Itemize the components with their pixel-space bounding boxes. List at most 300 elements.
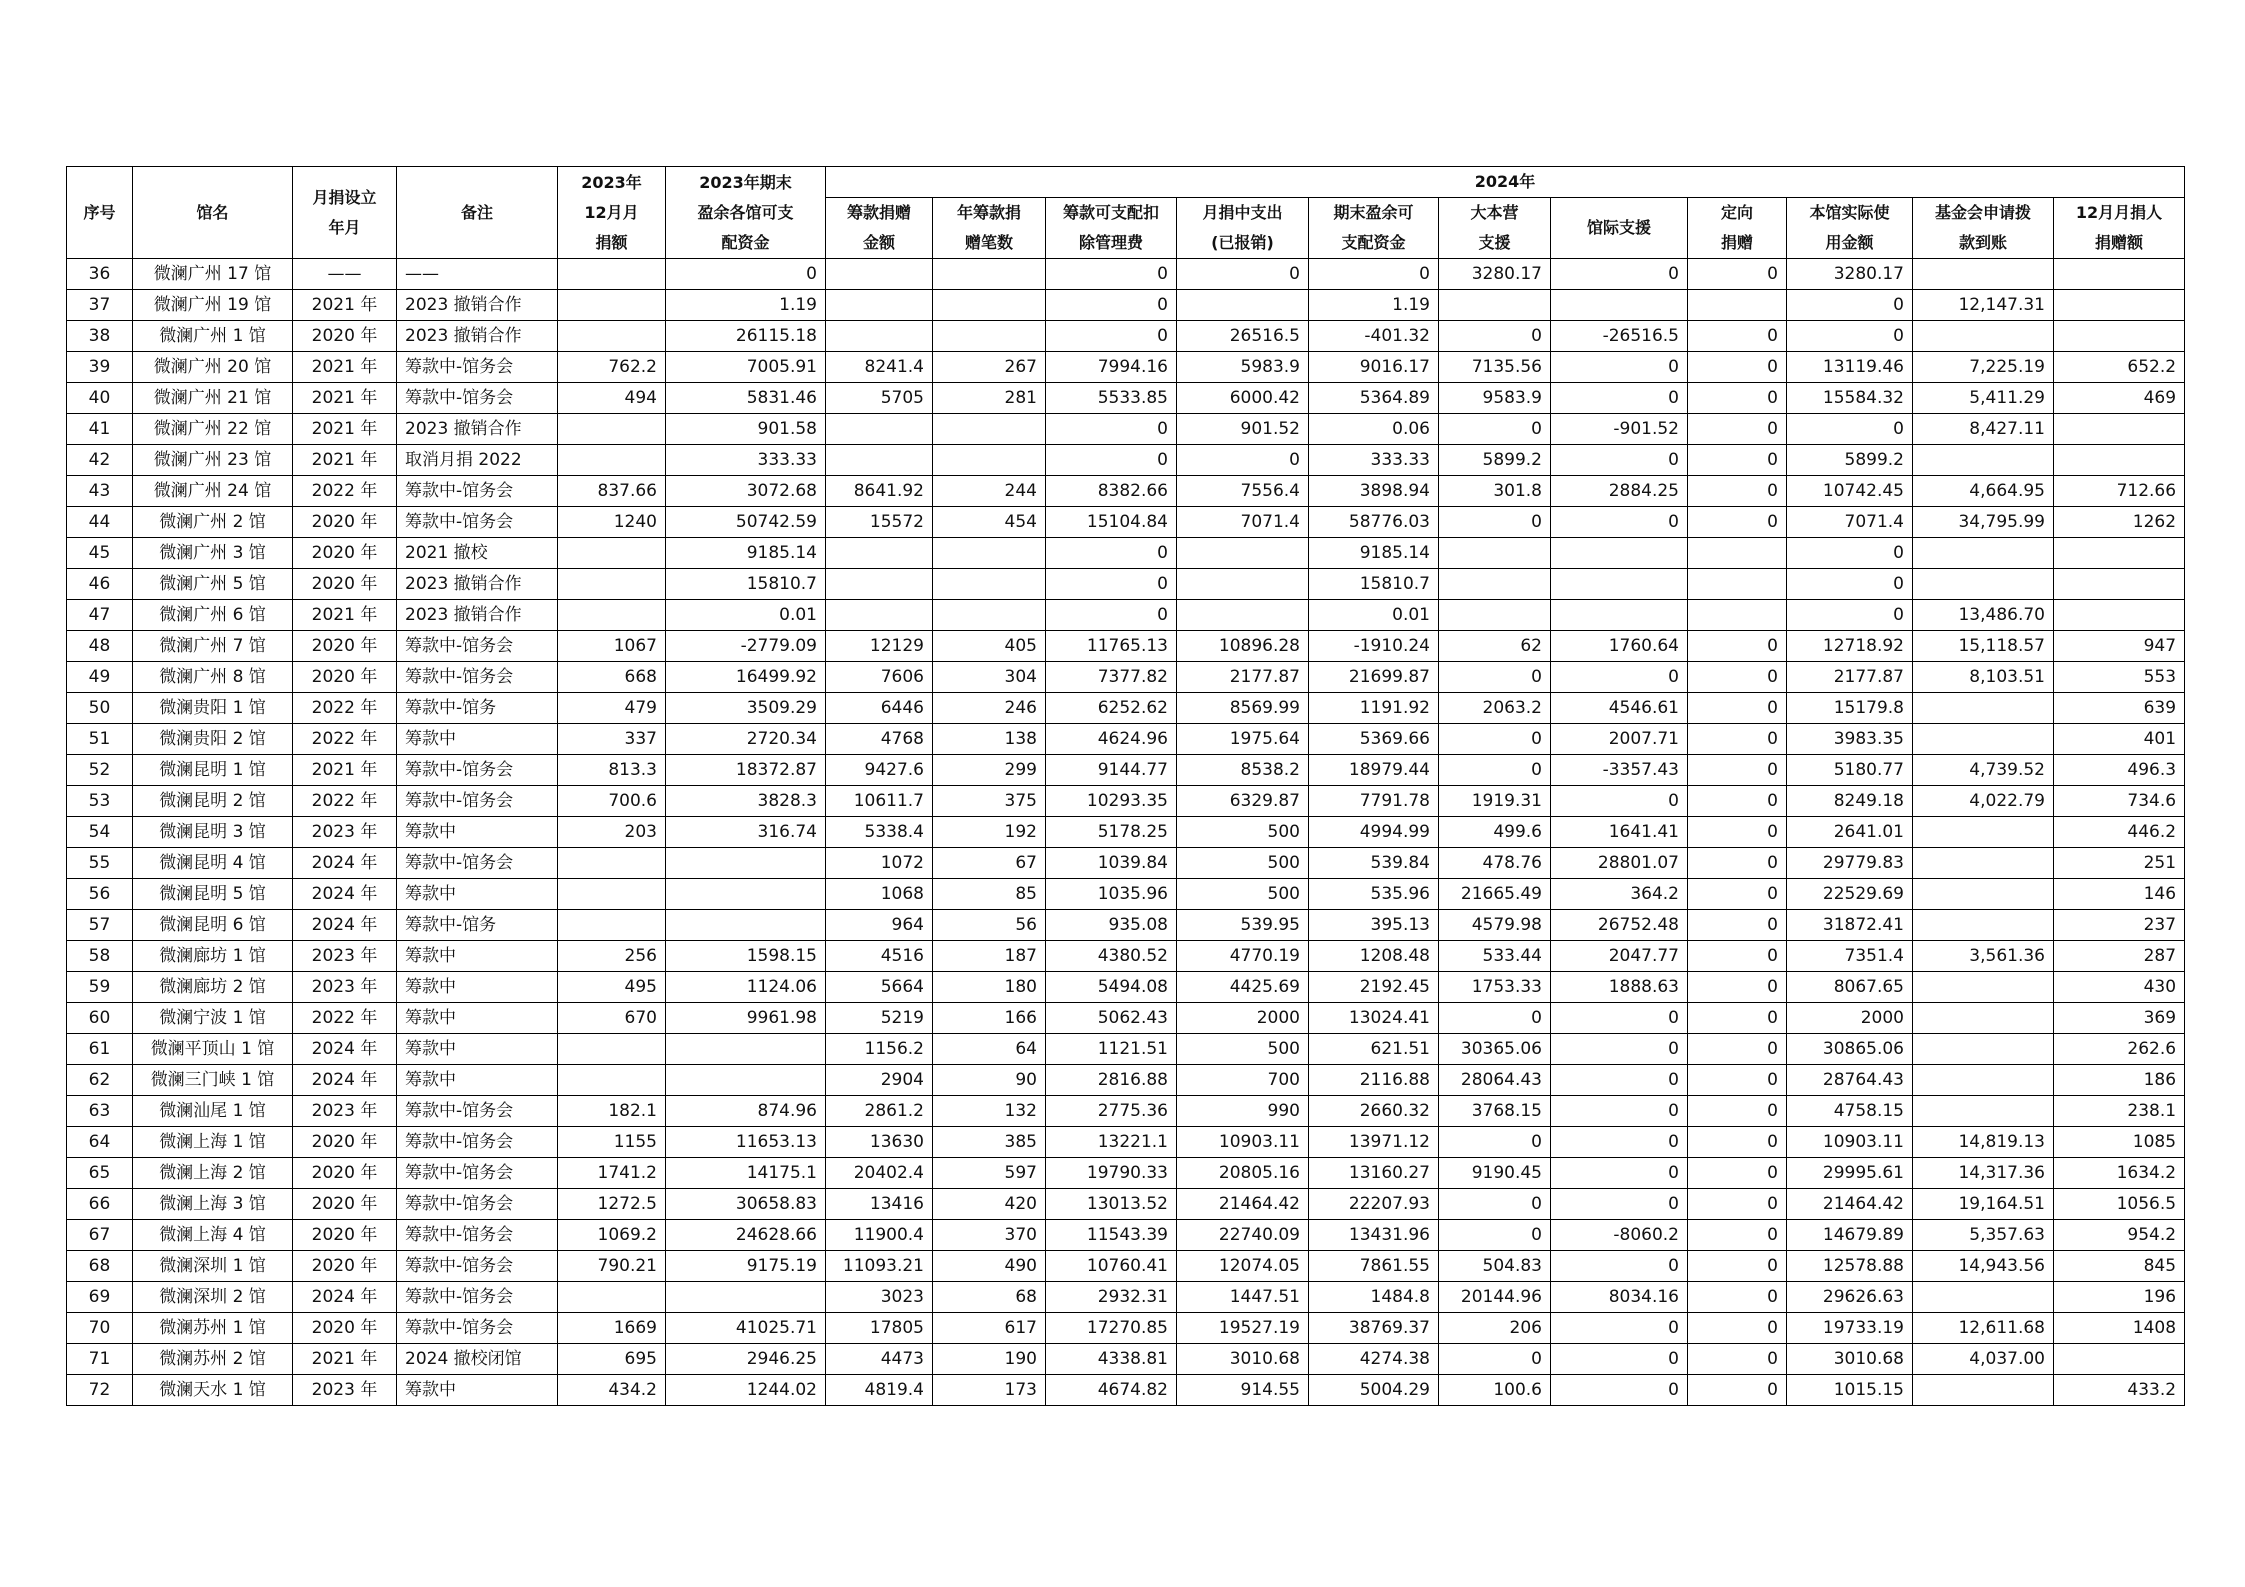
table-cell: 57 (67, 910, 133, 941)
table-cell: 1244.02 (666, 1375, 826, 1406)
table-cell: 微澜昆明 5 馆 (133, 879, 293, 910)
table-cell: 0 (1688, 1034, 1787, 1065)
table-cell: 446.2 (2054, 817, 2185, 848)
table-cell (2054, 259, 2185, 290)
table-cell: 281 (933, 383, 1046, 414)
table-cell (666, 1034, 826, 1065)
table-cell: 68 (67, 1251, 133, 1282)
table-cell: 4,022.79 (1913, 786, 2054, 817)
table-cell: 964 (826, 910, 933, 941)
table-cell: 0 (1309, 259, 1439, 290)
table-cell: 46 (67, 569, 133, 600)
table-cell: 微澜广州 22 馆 (133, 414, 293, 445)
table-row (67, 755, 2185, 786)
table-cell: 3509.29 (666, 693, 826, 724)
table-cell: 0 (1439, 662, 1551, 693)
table-cell: 2024 年 (293, 879, 397, 910)
table-cell: 2024 年 (293, 1282, 397, 1313)
table-cell: 56 (67, 879, 133, 910)
table-cell: 533.44 (1439, 941, 1551, 972)
table-cell (1913, 569, 2054, 600)
table-cell: 187 (933, 941, 1046, 972)
table-cell: 筹款中 (397, 879, 558, 910)
table-cell: 0 (1551, 1127, 1688, 1158)
table-cell: 5983.9 (1177, 352, 1309, 383)
table-cell (558, 414, 666, 445)
table-cell: 37 (67, 290, 133, 321)
table-cell: 47 (67, 600, 133, 631)
table-cell: 筹款中-馆务会 (397, 476, 558, 507)
table-cell (558, 600, 666, 631)
header-2024-col-9: 基金会申请拨款到账 (1913, 198, 2054, 259)
table-cell (1688, 569, 1787, 600)
table-cell: 0 (1688, 1282, 1787, 1313)
table-cell: 5664 (826, 972, 933, 1003)
table-cell: 1888.63 (1551, 972, 1688, 1003)
table-cell: 7606 (826, 662, 933, 693)
table-cell: 29779.83 (1787, 848, 1913, 879)
table-cell: 2024 年 (293, 1034, 397, 1065)
table-cell: 206 (1439, 1313, 1551, 1344)
table-cell: 6446 (826, 693, 933, 724)
table-cell: 762.2 (558, 352, 666, 383)
table-body (67, 259, 2185, 1406)
table-cell: 45 (67, 538, 133, 569)
table-cell: 0 (1551, 259, 1688, 290)
table-row (67, 910, 2185, 941)
table-cell: 10903.11 (1177, 1127, 1309, 1158)
table-cell: 4624.96 (1046, 724, 1177, 755)
table-cell: 6252.62 (1046, 693, 1177, 724)
table-cell: 496.3 (2054, 755, 2185, 786)
table-cell: 3768.15 (1439, 1096, 1551, 1127)
table-cell: 63 (67, 1096, 133, 1127)
table-cell: 微澜汕尾 1 馆 (133, 1096, 293, 1127)
table-cell: 0 (1551, 1096, 1688, 1127)
table-cell: 9185.14 (666, 538, 826, 569)
table-cell: 8,427.11 (1913, 414, 2054, 445)
table-cell: 490 (933, 1251, 1046, 1282)
table-cell: 68 (933, 1282, 1046, 1313)
table-row (67, 414, 2185, 445)
table-row (67, 848, 2185, 879)
table-cell: 375 (933, 786, 1046, 817)
table-cell: 10896.28 (1177, 631, 1309, 662)
table-cell: 2641.01 (1787, 817, 1913, 848)
table-cell: 微澜上海 1 馆 (133, 1127, 293, 1158)
table-cell: -3357.43 (1551, 755, 1688, 786)
table-cell: 504.83 (1439, 1251, 1551, 1282)
table-cell: 2023 撤销合作 (397, 569, 558, 600)
table-cell: 1.19 (1309, 290, 1439, 321)
table-cell: 2020 年 (293, 1251, 397, 1282)
table-cell: 31872.41 (1787, 910, 1913, 941)
table-cell: 微澜深圳 2 馆 (133, 1282, 293, 1313)
table-cell: 0 (1688, 1220, 1787, 1251)
table-cell: 5533.85 (1046, 383, 1177, 414)
table-cell: 385 (933, 1127, 1046, 1158)
table-cell (1688, 290, 1787, 321)
table-cell: 90 (933, 1065, 1046, 1096)
table-cell: 筹款中 (397, 817, 558, 848)
table-cell: 494 (558, 383, 666, 414)
table-cell: 935.08 (1046, 910, 1177, 941)
table-cell: 30365.06 (1439, 1034, 1551, 1065)
table-cell: 0 (1046, 321, 1177, 352)
table-cell: 4338.81 (1046, 1344, 1177, 1375)
table-cell: 0 (1688, 321, 1787, 352)
table-cell: 19790.33 (1046, 1158, 1177, 1189)
table-cell: 41025.71 (666, 1313, 826, 1344)
table-cell: 13160.27 (1309, 1158, 1439, 1189)
table-cell: 7861.55 (1309, 1251, 1439, 1282)
table-cell: 13221.1 (1046, 1127, 1177, 1158)
table-cell: 4,664.95 (1913, 476, 2054, 507)
table-cell: 0 (1046, 414, 1177, 445)
table-cell: 1240 (558, 507, 666, 538)
table-cell: -26516.5 (1551, 321, 1688, 352)
table-cell: 70 (67, 1313, 133, 1344)
table-cell: 0 (1688, 1251, 1787, 1282)
table-cell: 微澜广州 3 馆 (133, 538, 293, 569)
table-cell (933, 290, 1046, 321)
table-cell: 0 (1688, 1344, 1787, 1375)
table-cell: 71 (67, 1344, 133, 1375)
table-row (67, 600, 2185, 631)
table-cell: 筹款中-馆务会 (397, 1127, 558, 1158)
table-row (67, 1251, 2185, 1282)
table-cell: 639 (2054, 693, 2185, 724)
table-cell: 1121.51 (1046, 1034, 1177, 1065)
table-cell: 9190.45 (1439, 1158, 1551, 1189)
table-cell (2054, 600, 2185, 631)
table-cell (826, 445, 933, 476)
table-cell (1913, 848, 2054, 879)
table-cell: 4546.61 (1551, 693, 1688, 724)
table-cell: 0 (1046, 600, 1177, 631)
table-cell: 1191.92 (1309, 693, 1439, 724)
table-cell: 597 (933, 1158, 1046, 1189)
table-cell: 4819.4 (826, 1375, 933, 1406)
table-cell: 微澜广州 20 馆 (133, 352, 293, 383)
table-cell: 6000.42 (1177, 383, 1309, 414)
table-cell: 901.58 (666, 414, 826, 445)
table-cell: 0 (1551, 507, 1688, 538)
table-cell: 30658.83 (666, 1189, 826, 1220)
table-cell (558, 848, 666, 879)
table-cell: 1919.31 (1439, 786, 1551, 817)
table-cell: -1910.24 (1309, 631, 1439, 662)
table-cell: 10611.7 (826, 786, 933, 817)
table-cell: 2022 年 (293, 724, 397, 755)
table-cell: 0 (1787, 321, 1913, 352)
table-cell (1913, 1065, 2054, 1096)
table-cell: 2021 年 (293, 352, 397, 383)
table-cell: 299 (933, 755, 1046, 786)
table-cell (2054, 569, 2185, 600)
table-cell: 2023 撤销合作 (397, 414, 558, 445)
table-cell: 0.01 (666, 600, 826, 631)
table-cell: 38769.37 (1309, 1313, 1439, 1344)
table-cell: 58776.03 (1309, 507, 1439, 538)
table-cell: 652.2 (2054, 352, 2185, 383)
table-cell: 1669 (558, 1313, 666, 1344)
table-cell: 670 (558, 1003, 666, 1034)
table-cell: 2021 年 (293, 1344, 397, 1375)
table-cell: 14,317.36 (1913, 1158, 2054, 1189)
table-cell: 1035.96 (1046, 879, 1177, 910)
table-cell: 1015.15 (1787, 1375, 1913, 1406)
table-cell: 9144.77 (1046, 755, 1177, 786)
table-row (67, 352, 2185, 383)
table-cell: 50742.59 (666, 507, 826, 538)
table-cell (666, 879, 826, 910)
table-cell: 0 (1688, 848, 1787, 879)
table-cell: 0 (1688, 1375, 1787, 1406)
table-cell: 2720.34 (666, 724, 826, 755)
table-cell (1913, 1003, 2054, 1034)
table-cell: 38 (67, 321, 133, 352)
table-cell: 244 (933, 476, 1046, 507)
table-cell: 微澜昆明 6 馆 (133, 910, 293, 941)
table-row (67, 1065, 2185, 1096)
table-cell: 3828.3 (666, 786, 826, 817)
table-cell: 13119.46 (1787, 352, 1913, 383)
table-cell (933, 321, 1046, 352)
table-cell: 700.6 (558, 786, 666, 817)
table-cell: 0 (1688, 259, 1787, 290)
table-cell (1177, 569, 1309, 600)
table-cell: 1634.2 (2054, 1158, 2185, 1189)
table-cell: 12,611.68 (1913, 1313, 2054, 1344)
table-cell: 469 (2054, 383, 2185, 414)
table-cell: 2024 年 (293, 910, 397, 941)
table-cell: 192 (933, 817, 1046, 848)
table-row (67, 1282, 2185, 1313)
table-cell: 19,164.51 (1913, 1189, 2054, 1220)
table-cell: 1085 (2054, 1127, 2185, 1158)
table-cell: 2884.25 (1551, 476, 1688, 507)
table-cell: 18372.87 (666, 755, 826, 786)
table-cell: 180 (933, 972, 1046, 1003)
table-cell (1913, 693, 2054, 724)
table-cell: 13431.96 (1309, 1220, 1439, 1251)
table-cell: 4768 (826, 724, 933, 755)
table-cell: 6329.87 (1177, 786, 1309, 817)
table-cell: 12,147.31 (1913, 290, 2054, 321)
table-row (67, 786, 2185, 817)
table-cell (826, 259, 933, 290)
table-cell: 61 (67, 1034, 133, 1065)
table-cell: 837.66 (558, 476, 666, 507)
table-cell: 微澜广州 24 馆 (133, 476, 293, 507)
table-cell: 9016.17 (1309, 352, 1439, 383)
table-cell: 954.2 (2054, 1220, 2185, 1251)
table-cell (1439, 290, 1551, 321)
table-cell: 0 (1688, 1127, 1787, 1158)
table-cell: 0 (1688, 1065, 1787, 1096)
table-cell: 40 (67, 383, 133, 414)
table-cell (2054, 1344, 2185, 1375)
table-cell: 0 (1439, 1344, 1551, 1375)
table-cell: 筹款中-馆务会 (397, 1189, 558, 1220)
table-cell: 微澜昆明 1 馆 (133, 755, 293, 786)
table-cell: 3280.17 (1439, 259, 1551, 290)
table-cell: 2177.87 (1787, 662, 1913, 693)
table-cell: 0 (1688, 972, 1787, 1003)
table-cell: 0 (1439, 1003, 1551, 1034)
table-cell: 9185.14 (1309, 538, 1439, 569)
table-cell: 0 (1046, 259, 1177, 290)
table-cell: 2192.45 (1309, 972, 1439, 1003)
table-row (67, 290, 2185, 321)
table-cell: 4425.69 (1177, 972, 1309, 1003)
table-cell: 2932.31 (1046, 1282, 1177, 1313)
table-cell: 173 (933, 1375, 1046, 1406)
table-cell: 182.1 (558, 1096, 666, 1127)
table-cell (933, 600, 1046, 631)
table-cell (933, 538, 1046, 569)
table-cell: 790.21 (558, 1251, 666, 1282)
table-row (67, 1003, 2185, 1034)
table-cell: 7071.4 (1177, 507, 1309, 538)
table-cell: 筹款中 (397, 1003, 558, 1034)
table-cell: 2023 撤销合作 (397, 600, 558, 631)
table-cell: 2022 年 (293, 1003, 397, 1034)
table-cell: 22207.93 (1309, 1189, 1439, 1220)
table-cell: -401.32 (1309, 321, 1439, 352)
table-cell: 筹款中-馆务会 (397, 755, 558, 786)
table-cell: 11653.13 (666, 1127, 826, 1158)
table-cell: 5,357.63 (1913, 1220, 2054, 1251)
table-cell: 微澜广州 23 馆 (133, 445, 293, 476)
table-cell (1439, 569, 1551, 600)
table-cell: 0 (1551, 383, 1688, 414)
table-cell: 5364.89 (1309, 383, 1439, 414)
header-seq: 序号 (67, 167, 133, 259)
header-2024-col-6: 馆际支援 (1551, 198, 1688, 259)
table-cell (1439, 538, 1551, 569)
table-cell: 499.6 (1439, 817, 1551, 848)
table-cell: 筹款中-馆务会 (397, 1096, 558, 1127)
table-cell: 85 (933, 879, 1046, 910)
table-cell (2054, 414, 2185, 445)
table-cell: 3280.17 (1787, 259, 1913, 290)
table-cell: 1056.5 (2054, 1189, 2185, 1220)
table-cell: 7994.16 (1046, 352, 1177, 383)
table-row (67, 383, 2185, 414)
table-cell: 454 (933, 507, 1046, 538)
table-cell: 30865.06 (1787, 1034, 1913, 1065)
table-cell: 7377.82 (1046, 662, 1177, 693)
donation-table (66, 166, 2185, 1406)
table-cell: 5899.2 (1439, 445, 1551, 476)
table-cell: 0 (1787, 290, 1913, 321)
table-cell: 2023 撤销合作 (397, 321, 558, 352)
table-cell: 0 (1551, 352, 1688, 383)
table-cell: 1069.2 (558, 1220, 666, 1251)
table-cell: 500 (1177, 848, 1309, 879)
table-cell: 微澜广州 6 馆 (133, 600, 293, 631)
table-cell: 8067.65 (1787, 972, 1913, 1003)
table-cell: 14175.1 (666, 1158, 826, 1189)
table-cell: 微澜苏州 2 馆 (133, 1344, 293, 1375)
table-cell: 2023 撤销合作 (397, 290, 558, 321)
table-cell: 1975.64 (1177, 724, 1309, 755)
table-cell: 2020 年 (293, 507, 397, 538)
table-cell (1551, 290, 1688, 321)
table-cell: 500 (1177, 879, 1309, 910)
table-cell: 734.6 (2054, 786, 2185, 817)
table-cell: 43 (67, 476, 133, 507)
header-2024-col-4: 期末盈余可支配资金 (1309, 198, 1439, 259)
table-cell: 2177.87 (1177, 662, 1309, 693)
table-cell: 1447.51 (1177, 1282, 1309, 1313)
table-cell: 0 (1046, 569, 1177, 600)
table-cell: -8060.2 (1551, 1220, 1688, 1251)
table-cell: 筹款中-馆务会 (397, 1313, 558, 1344)
table-cell (1913, 259, 2054, 290)
table-cell: 72 (67, 1375, 133, 1406)
table-cell: 微澜广州 19 馆 (133, 290, 293, 321)
table-cell: 196 (2054, 1282, 2185, 1313)
table-cell: 2775.36 (1046, 1096, 1177, 1127)
table-cell: 筹款中-馆务会 (397, 1251, 558, 1282)
table-cell: 微澜贵阳 1 馆 (133, 693, 293, 724)
table-cell: 0 (1177, 259, 1309, 290)
table-row (67, 507, 2185, 538)
table-cell: 58 (67, 941, 133, 972)
table-cell (666, 1065, 826, 1096)
table-cell: 621.51 (1309, 1034, 1439, 1065)
table-cell: 60 (67, 1003, 133, 1034)
table-cell: 0 (1439, 321, 1551, 352)
table-cell: 0 (1551, 786, 1688, 817)
table-cell: 0 (666, 259, 826, 290)
table-cell: 0 (1551, 1003, 1688, 1034)
table-cell (1551, 538, 1688, 569)
table-cell: 1408 (2054, 1313, 2185, 1344)
table-cell (558, 538, 666, 569)
table-cell: 2023 年 (293, 1375, 397, 1406)
table-cell (826, 569, 933, 600)
table-cell: 2022 年 (293, 476, 397, 507)
table-cell (826, 600, 933, 631)
table-cell (558, 1282, 666, 1313)
table-cell: 5178.25 (1046, 817, 1177, 848)
table-cell: 取消月捐 2022 (397, 445, 558, 476)
table-cell: 2861.2 (826, 1096, 933, 1127)
table-cell: 8538.2 (1177, 755, 1309, 786)
table-cell: 1.19 (666, 290, 826, 321)
table-cell: 微澜广州 8 馆 (133, 662, 293, 693)
table-cell (1913, 538, 2054, 569)
table-cell: 2000 (1787, 1003, 1913, 1034)
table-cell (826, 414, 933, 445)
table-cell: 0 (1688, 1158, 1787, 1189)
table-cell: 微澜贵阳 2 馆 (133, 724, 293, 755)
table-cell: 364.2 (1551, 879, 1688, 910)
table-cell: 50 (67, 693, 133, 724)
table-cell: 12578.88 (1787, 1251, 1913, 1282)
table-cell: 微澜广州 1 馆 (133, 321, 293, 352)
table-cell: 0 (1551, 1158, 1688, 1189)
table-cell: 4579.98 (1439, 910, 1551, 941)
table-cell (826, 538, 933, 569)
table-cell: 微澜三门峡 1 馆 (133, 1065, 293, 1096)
table-cell: 12718.92 (1787, 631, 1913, 662)
table-cell: 55 (67, 848, 133, 879)
